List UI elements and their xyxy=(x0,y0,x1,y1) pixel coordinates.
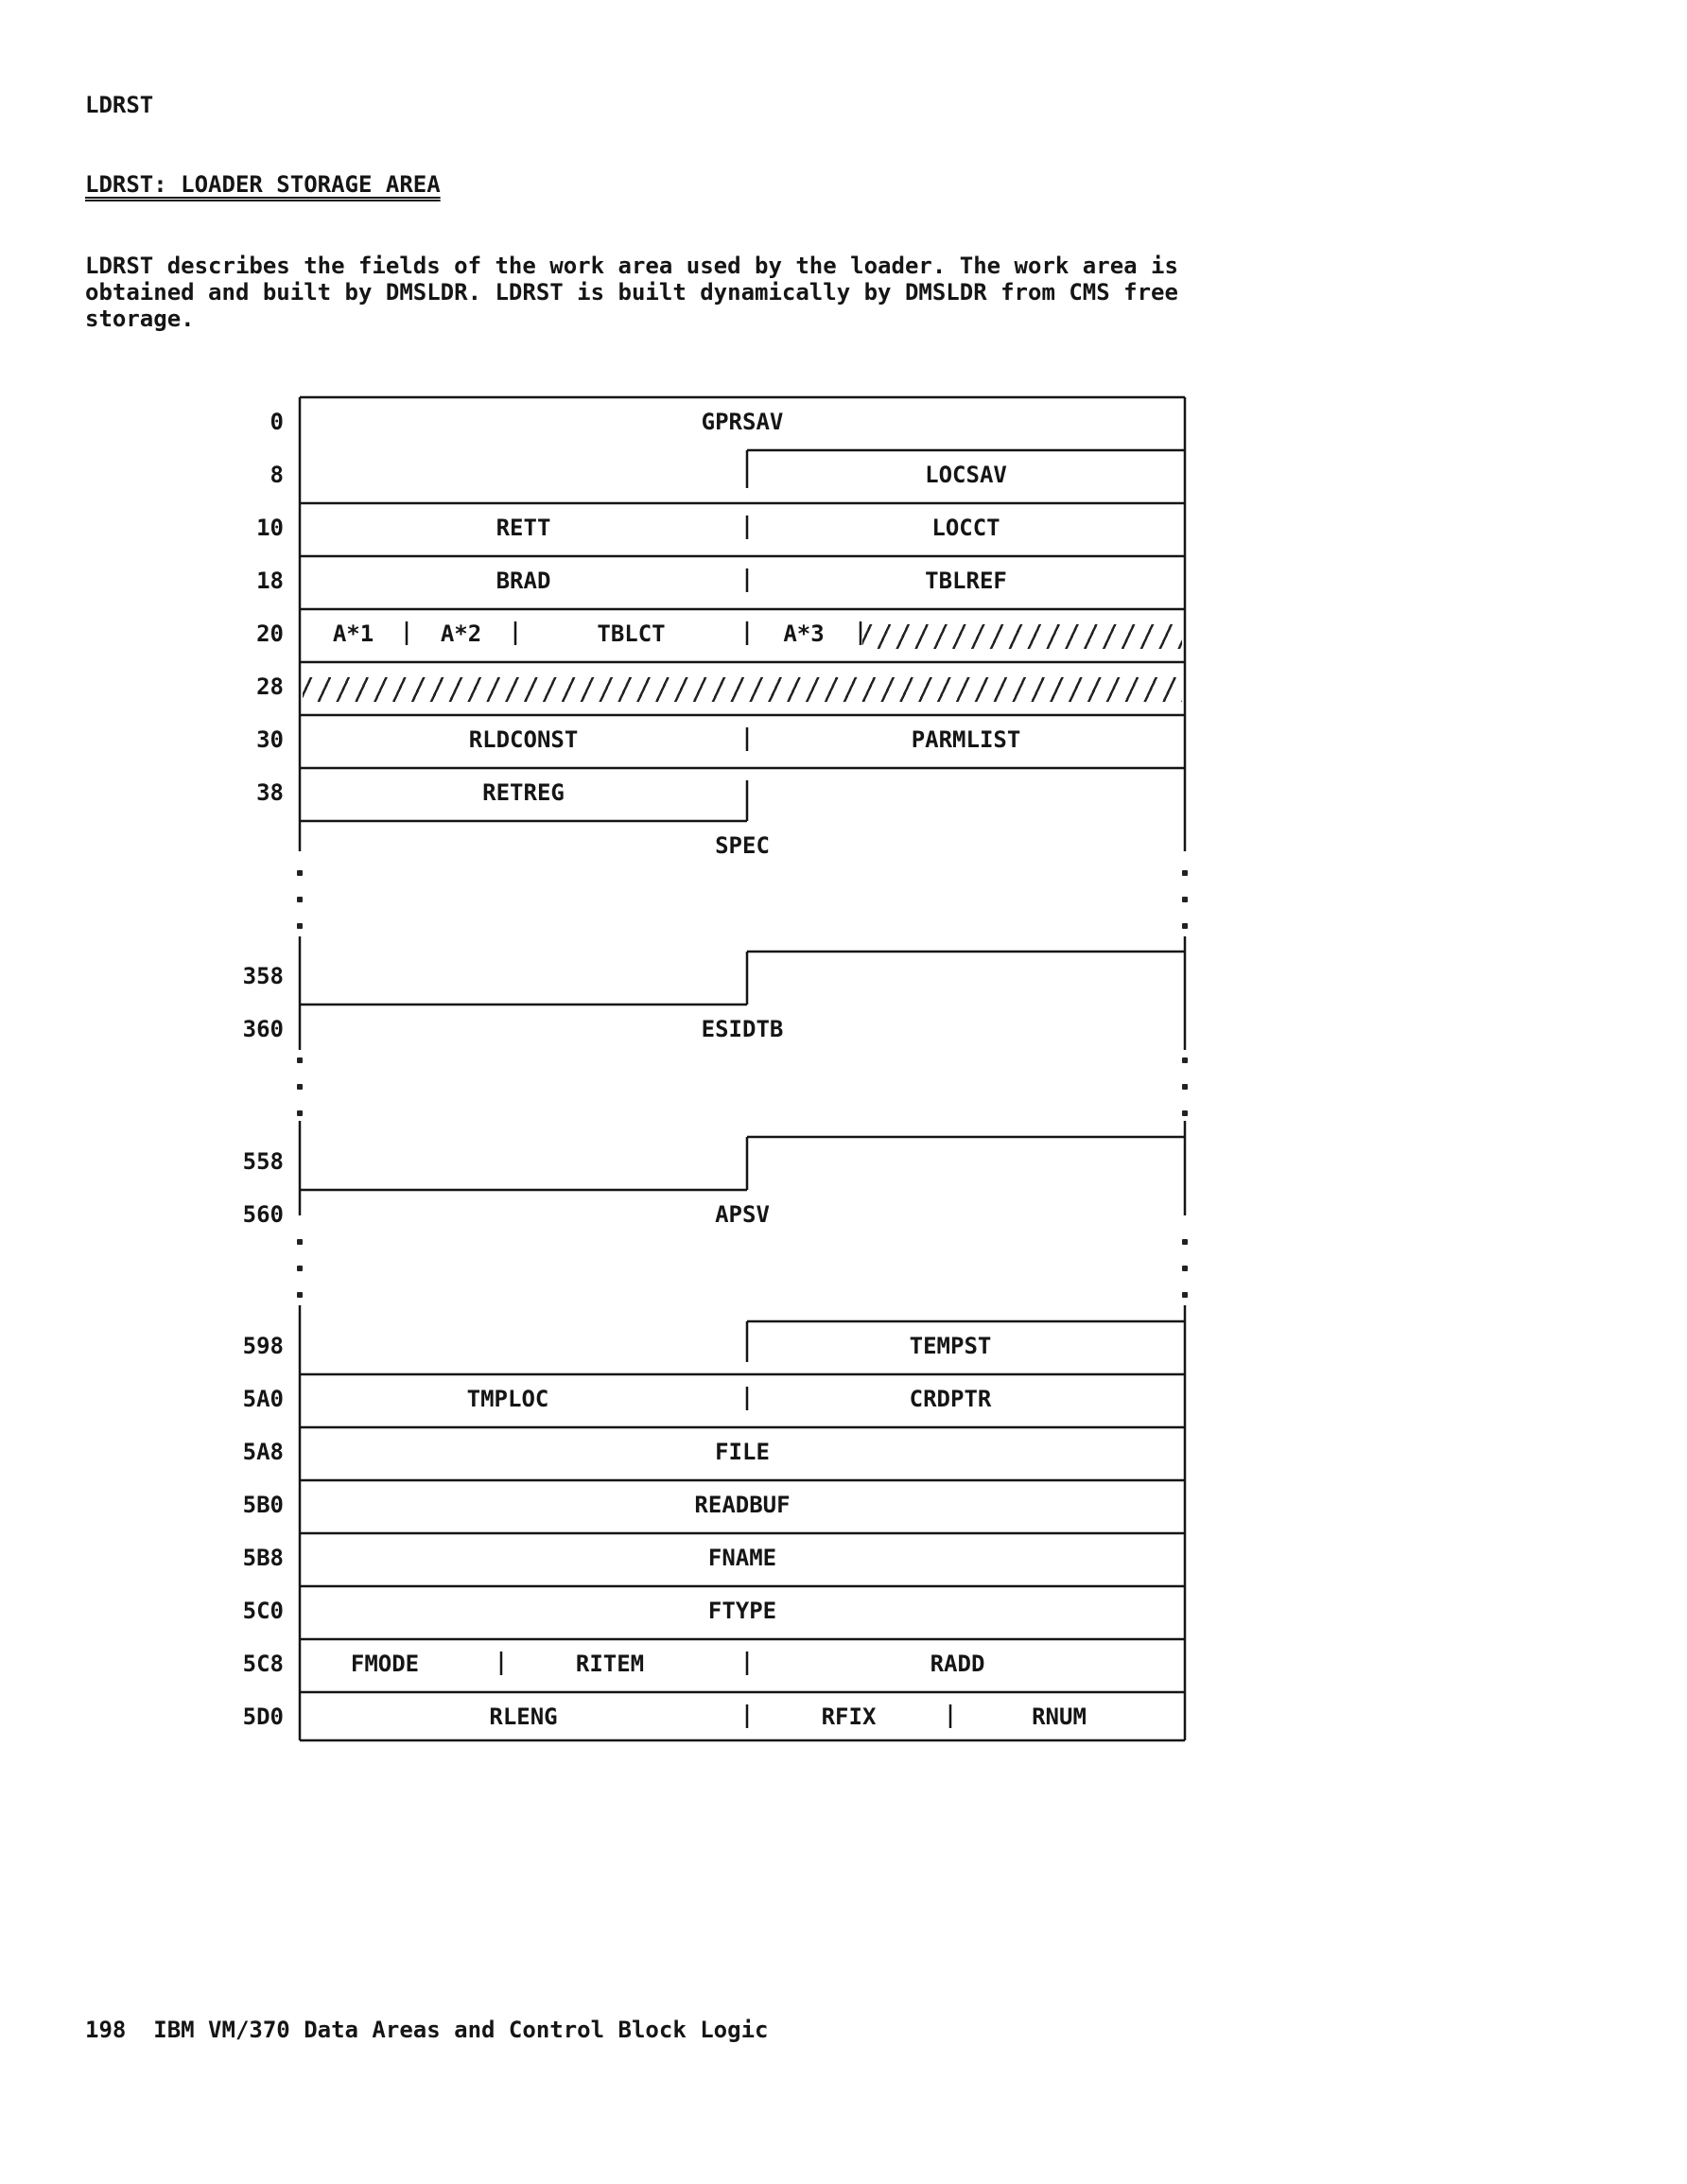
offset-label: 10 xyxy=(256,515,284,541)
reserved-hatch xyxy=(862,624,1182,649)
offset-label: 5B0 xyxy=(242,1492,284,1518)
page-footer: 198 IBM VM/370 Data Areas and Control Block Logic xyxy=(85,2017,769,2043)
continuation-dot xyxy=(297,923,303,929)
continuation-dot xyxy=(297,1266,303,1271)
field-a3: A*3 xyxy=(783,620,825,647)
field-rett: RETT xyxy=(496,515,551,541)
continuation-dot xyxy=(297,1057,303,1063)
offset-label: 38 xyxy=(256,779,284,806)
continuation-dot xyxy=(1182,1057,1188,1063)
continuation-dot xyxy=(1182,1239,1188,1245)
continuation-dot xyxy=(297,1292,303,1298)
continuation-dot xyxy=(1182,1292,1188,1298)
offset-label: 5C0 xyxy=(242,1598,284,1624)
field-tempst: TEMPST xyxy=(909,1333,992,1359)
continuation-dot xyxy=(297,1110,303,1116)
offset-label: 598 xyxy=(242,1333,284,1359)
section-title: LDRST: LOADER STORAGE AREA xyxy=(85,171,441,198)
field-esidtb: ESIDTB xyxy=(701,1016,784,1042)
field-a2: A*2 xyxy=(440,620,482,647)
field-file: FILE xyxy=(715,1439,770,1465)
field-fname: FNAME xyxy=(707,1545,777,1571)
field-rnum: RNUM xyxy=(1032,1704,1087,1730)
description-line-1: LDRST describes the fields of the work area used by the loader. The work area is xyxy=(85,253,1178,279)
running-header: LDRST xyxy=(85,92,154,118)
offset-label: 30 xyxy=(256,726,284,753)
field-locsav: LOCSAV xyxy=(925,462,1007,488)
field-crdptr: CRDPTR xyxy=(909,1386,992,1412)
offset-label: 5A8 xyxy=(242,1439,284,1465)
offset-label: 560 xyxy=(242,1201,284,1228)
offset-label: 5C8 xyxy=(242,1651,284,1677)
continuation-dot xyxy=(1182,897,1188,902)
field-parmlist: PARMLIST xyxy=(911,726,1021,753)
field-apsv: APSV xyxy=(715,1201,770,1228)
field-brad: BRAD xyxy=(496,568,551,594)
continuation-dot xyxy=(1182,923,1188,929)
field-tblct: TBLCT xyxy=(597,620,666,647)
field-locct: LOCCT xyxy=(931,515,1000,541)
offset-label: 5D0 xyxy=(242,1704,284,1730)
offset-label: 18 xyxy=(256,568,284,594)
description-line-3: storage. xyxy=(85,306,195,332)
field-rldconst: RLDCONST xyxy=(468,726,579,753)
continuation-dot xyxy=(297,1239,303,1245)
offset-label: 5A0 xyxy=(242,1386,284,1412)
field-rleng: RLENG xyxy=(489,1704,558,1730)
continuation-dot xyxy=(297,1084,303,1090)
continuation-dot xyxy=(1182,870,1188,876)
field-retreg: RETREG xyxy=(482,779,565,806)
field-radd: RADD xyxy=(930,1651,985,1677)
offset-label: 28 xyxy=(256,673,284,700)
field-fmode: FMODE xyxy=(350,1651,420,1677)
continuation-dot xyxy=(1182,1266,1188,1271)
field-readbuf: READBUF xyxy=(694,1492,791,1518)
continuation-dot xyxy=(297,870,303,876)
offset-label: 5B8 xyxy=(242,1545,284,1571)
reserved-hatch xyxy=(303,677,1182,702)
offset-label: 0 xyxy=(270,409,284,435)
offset-label: 20 xyxy=(256,620,284,647)
field-spec: SPEC xyxy=(715,832,770,859)
field-a1: A*1 xyxy=(332,620,374,647)
offset-label: 360 xyxy=(242,1016,284,1042)
continuation-dot xyxy=(297,897,303,902)
continuation-dot xyxy=(1182,1110,1188,1116)
offset-label: 558 xyxy=(242,1148,284,1175)
field-gprsav: GPRSAV xyxy=(701,409,784,435)
continuation-dot xyxy=(1182,1084,1188,1090)
field-tmploc: TMPLOC xyxy=(466,1386,549,1412)
description-line-2: obtained and built by DMSLDR. LDRST is built dynamically by DMSLDR from CMS free xyxy=(85,279,1178,306)
field-ftype: FTYPE xyxy=(707,1598,777,1624)
field-ritem: RITEM xyxy=(575,1651,645,1677)
field-tblref: TBLREF xyxy=(925,568,1007,594)
field-rfix: RFIX xyxy=(821,1704,877,1730)
offset-label: 8 xyxy=(270,462,284,488)
offset-label: 358 xyxy=(242,963,284,989)
